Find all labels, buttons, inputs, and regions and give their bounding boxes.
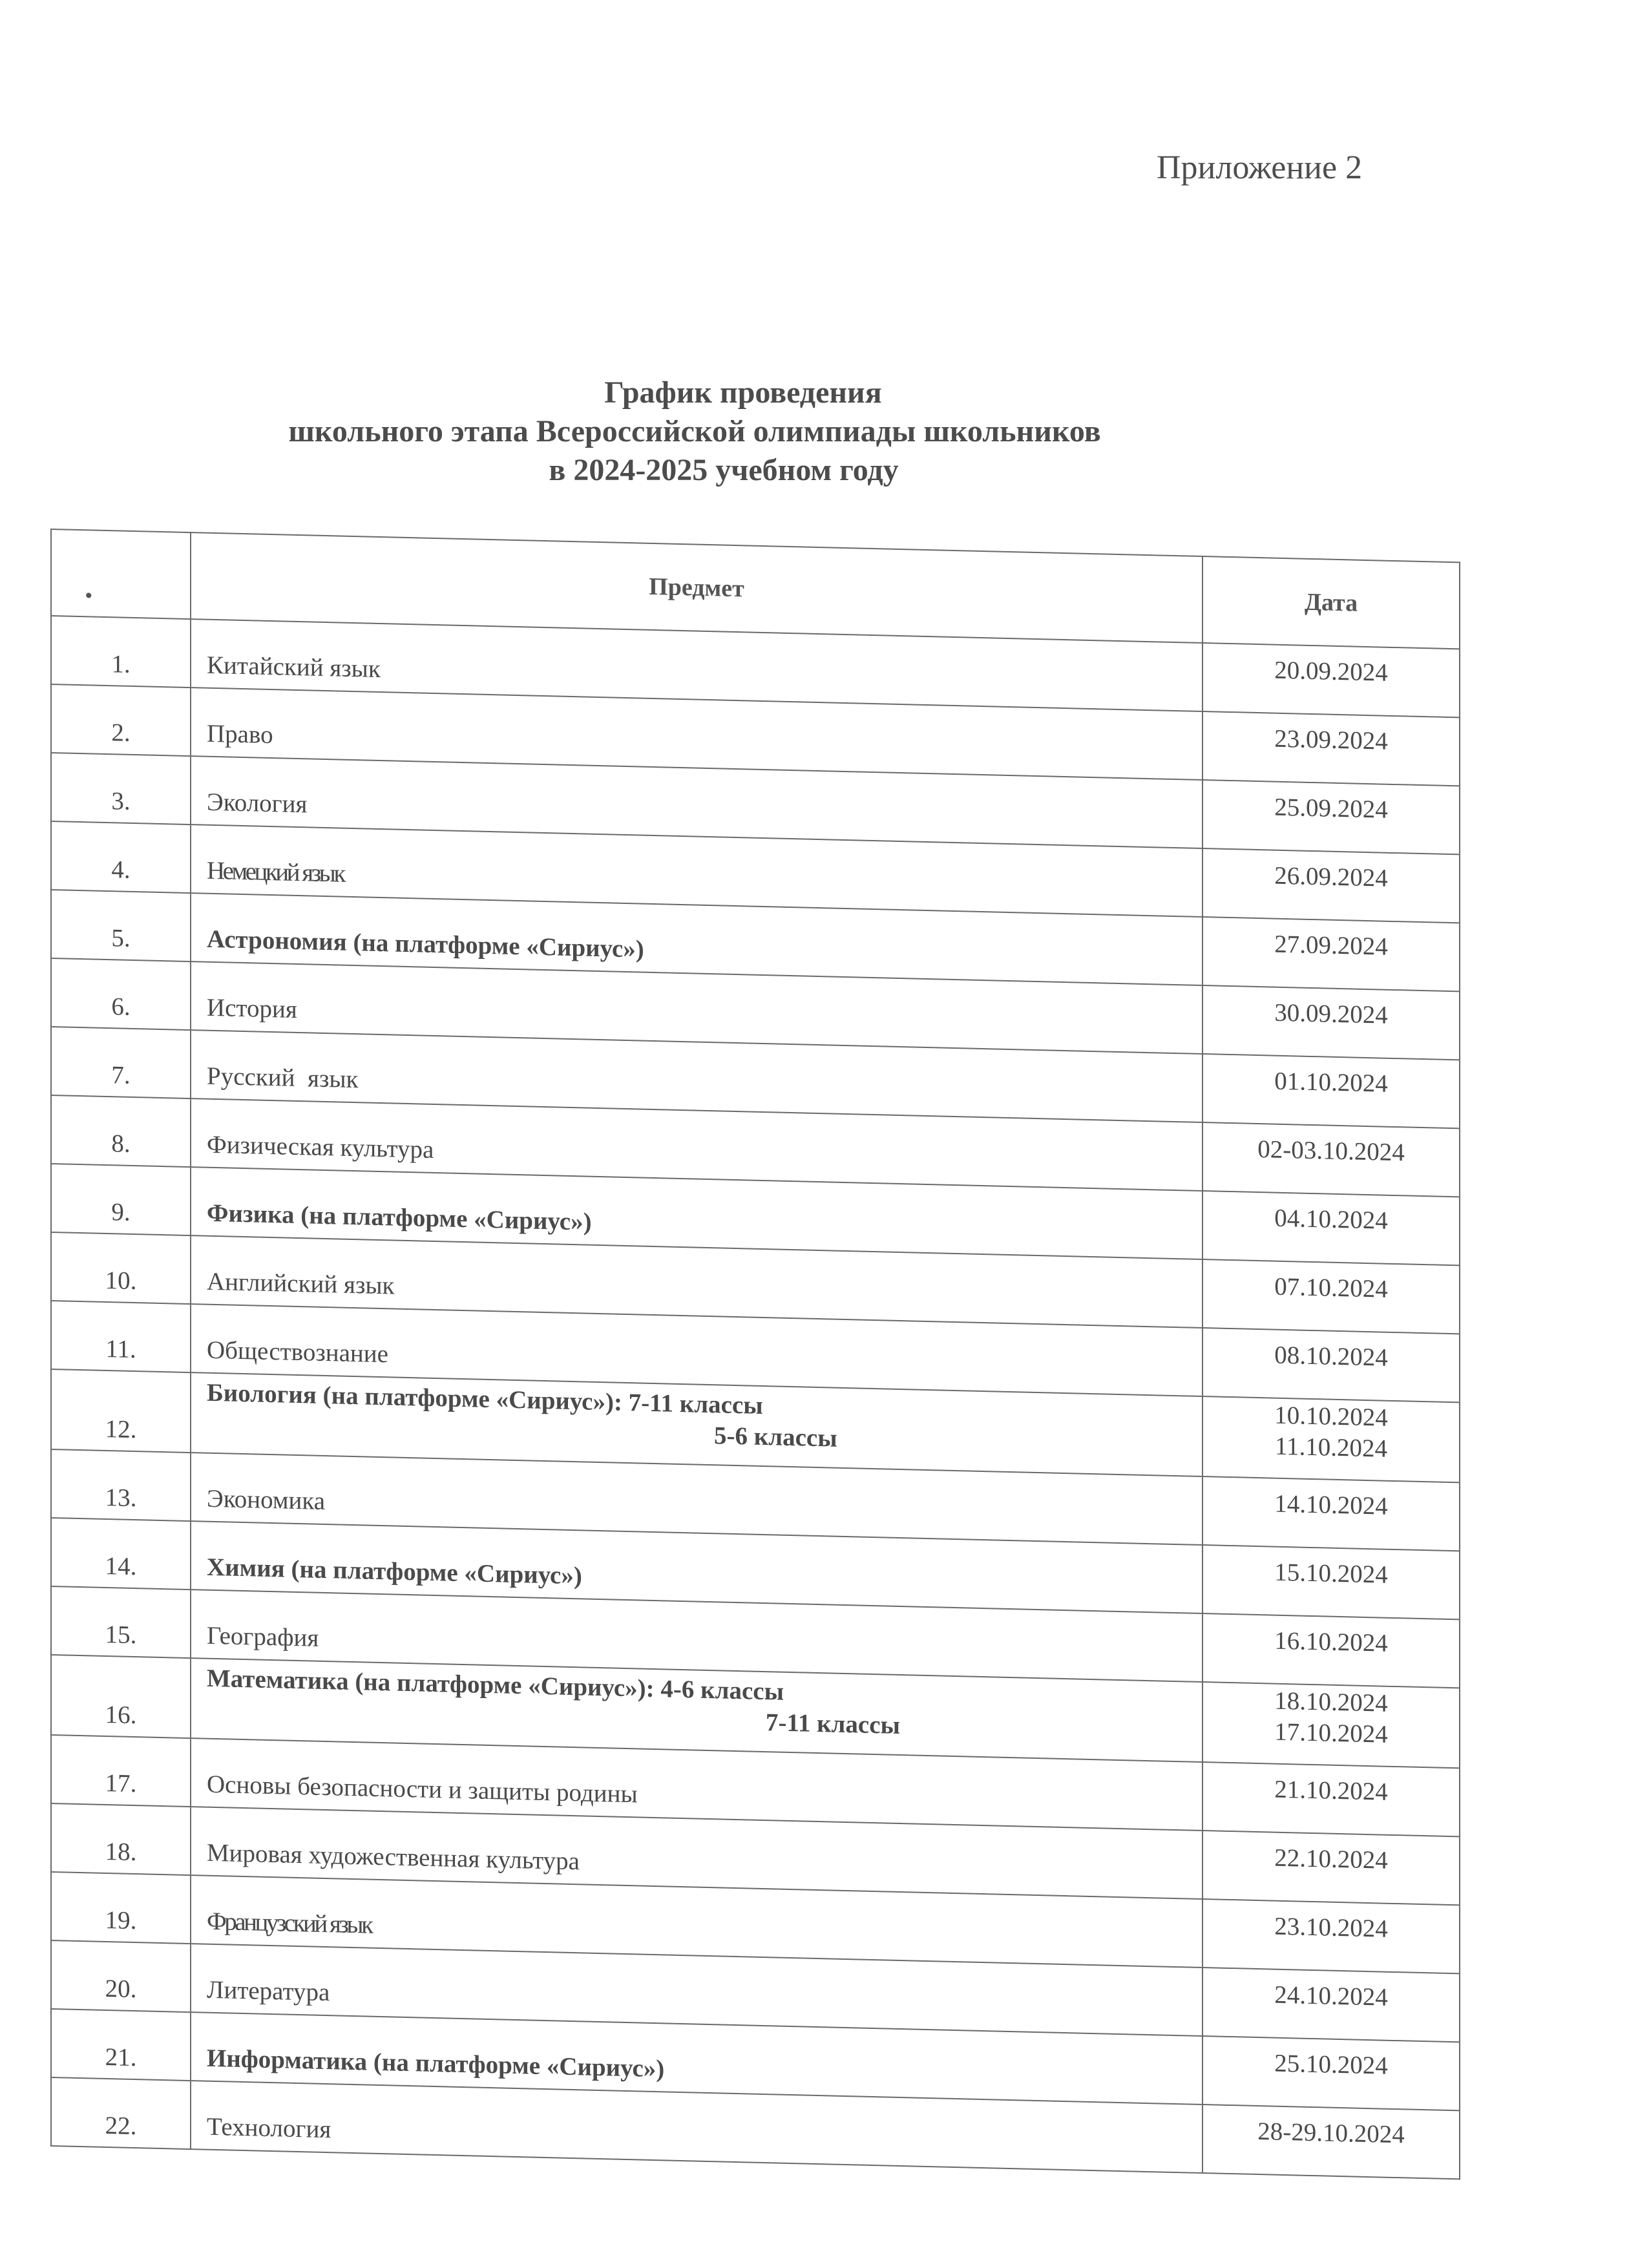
row-subject-text: Французский язык [207, 1907, 372, 1939]
row-date: 08.10.2024 [1203, 1328, 1460, 1402]
row-number: 2. [51, 684, 191, 756]
row-number: 8. [51, 1095, 191, 1167]
row-date: 26.09.2024 [1203, 848, 1460, 923]
row-subject: Физика (на платформе «Сириус») [191, 1167, 1203, 1259]
row-number: 4. [51, 821, 191, 893]
row-date: 16.10.2024 [1203, 1613, 1460, 1688]
document-title [162, 373, 1325, 490]
row-number: 18. [51, 1803, 191, 1875]
row-number: 13. [51, 1449, 191, 1521]
appendix-label: Приложение 2 [1157, 149, 1363, 186]
row-date: 23.10.2024 [1203, 1899, 1460, 1973]
row-number: 19. [51, 1872, 191, 1944]
row-number: 7. [51, 1027, 191, 1098]
row-subject: Технология [191, 2081, 1203, 2173]
row-date: 30.09.2024 [1203, 985, 1460, 1060]
row-subject: Химия (на платформе «Сириус») [191, 1521, 1203, 1613]
row-subject-text: Русский язык [207, 1062, 359, 1094]
row-number: 20. [51, 1940, 191, 2012]
row-date-line-2: 11.10.2024 [1274, 1432, 1388, 1463]
schedule-table-wrapper [50, 529, 1459, 2179]
row-number: 6. [51, 958, 191, 1030]
row-date: 04.10.2024 [1203, 1191, 1460, 1265]
row-subject: Основы безопасности и защиты родины [191, 1738, 1203, 1831]
row-subject: Обществознание [191, 1304, 1203, 1396]
row-date: 01.10.2024 [1203, 1054, 1460, 1128]
row-date: 23.09.2024 [1203, 711, 1460, 786]
row-subject-text: Немецкий язык [207, 856, 344, 888]
header-subject: Предмет [191, 532, 1203, 643]
row-date-line-1: 10.10.2024 [1274, 1401, 1388, 1432]
row-date: 24.10.2024 [1203, 1968, 1460, 2042]
row-date: 25.09.2024 [1203, 780, 1460, 854]
row-subject-line-2: 7-11 классы [766, 1708, 901, 1739]
row-number: 12. [51, 1369, 191, 1453]
row-subject: Литература [191, 1944, 1203, 2036]
row-subject: Информатика (на платформе «Сириус») [191, 2012, 1203, 2105]
row-date: 20.09.2024 [1203, 643, 1460, 717]
row-date: 07.10.2024 [1203, 1259, 1460, 1334]
row-date: 27.09.2024 [1203, 917, 1460, 991]
row-number: 3. [51, 753, 191, 824]
row-number: 21. [51, 2009, 191, 2081]
row-date: 21.10.2024 [1203, 1762, 1460, 1836]
row-subject: Экология [191, 756, 1203, 848]
row-date: 14.10.2024 [1203, 1476, 1460, 1551]
row-date [1203, 1682, 1460, 1768]
row-date-line-2: 17.10.2024 [1274, 1717, 1388, 1748]
row-date [1203, 1396, 1460, 1482]
row-subject: Экономика [191, 1453, 1203, 1545]
row-number: 5. [51, 890, 191, 961]
row-subject-line-2: 5-6 классы [714, 1422, 837, 1453]
header-number: • [51, 529, 191, 619]
row-date: 28-29.10.2024 [1203, 2105, 1460, 2179]
row-number: 1. [51, 616, 191, 688]
row-subject-line-1: Биология (на платформе «Сириус»): 7-11 классы [207, 1378, 763, 1420]
title-line-1: График проведения [604, 375, 882, 410]
title-line-3: в 2024-2025 учебном году [549, 453, 899, 487]
row-subject: Право [191, 688, 1203, 780]
row-subject-line-1: Математика (на платформе «Сириус»): 4-6 классы [207, 1664, 784, 1706]
row-date: 02-03.10.2024 [1203, 1122, 1460, 1197]
row-number: 11. [51, 1301, 191, 1372]
header-date: Дата [1203, 556, 1460, 649]
row-date: 25.10.2024 [1203, 2036, 1460, 2110]
row-date: 22.10.2024 [1203, 1831, 1460, 1905]
row-number: 16. [51, 1655, 191, 1738]
row-subject: Английский язык [191, 1235, 1203, 1328]
row-subject: Китайский язык [191, 619, 1203, 711]
row-subject: Физическая культура [191, 1098, 1203, 1191]
row-subject: Астрономия (на платформе «Сириус») [191, 893, 1203, 985]
row-number: 17. [51, 1735, 191, 1807]
row-number: 9. [51, 1164, 191, 1235]
row-subject: Мировая художественная культура [191, 1807, 1203, 1899]
row-subject: География [191, 1590, 1203, 1682]
row-number: 15. [51, 1586, 191, 1658]
row-subject: История [191, 961, 1203, 1054]
title-line-2: школьного этапа Всероссийской олимпиады школьников [288, 414, 1101, 448]
row-number: 10. [51, 1232, 191, 1304]
row-date-line-1: 18.10.2024 [1274, 1686, 1388, 1717]
row-number: 14. [51, 1518, 191, 1590]
row-number: 22. [51, 2077, 191, 2149]
row-date: 15.10.2024 [1203, 1545, 1460, 1619]
schedule-table [50, 529, 1460, 2179]
